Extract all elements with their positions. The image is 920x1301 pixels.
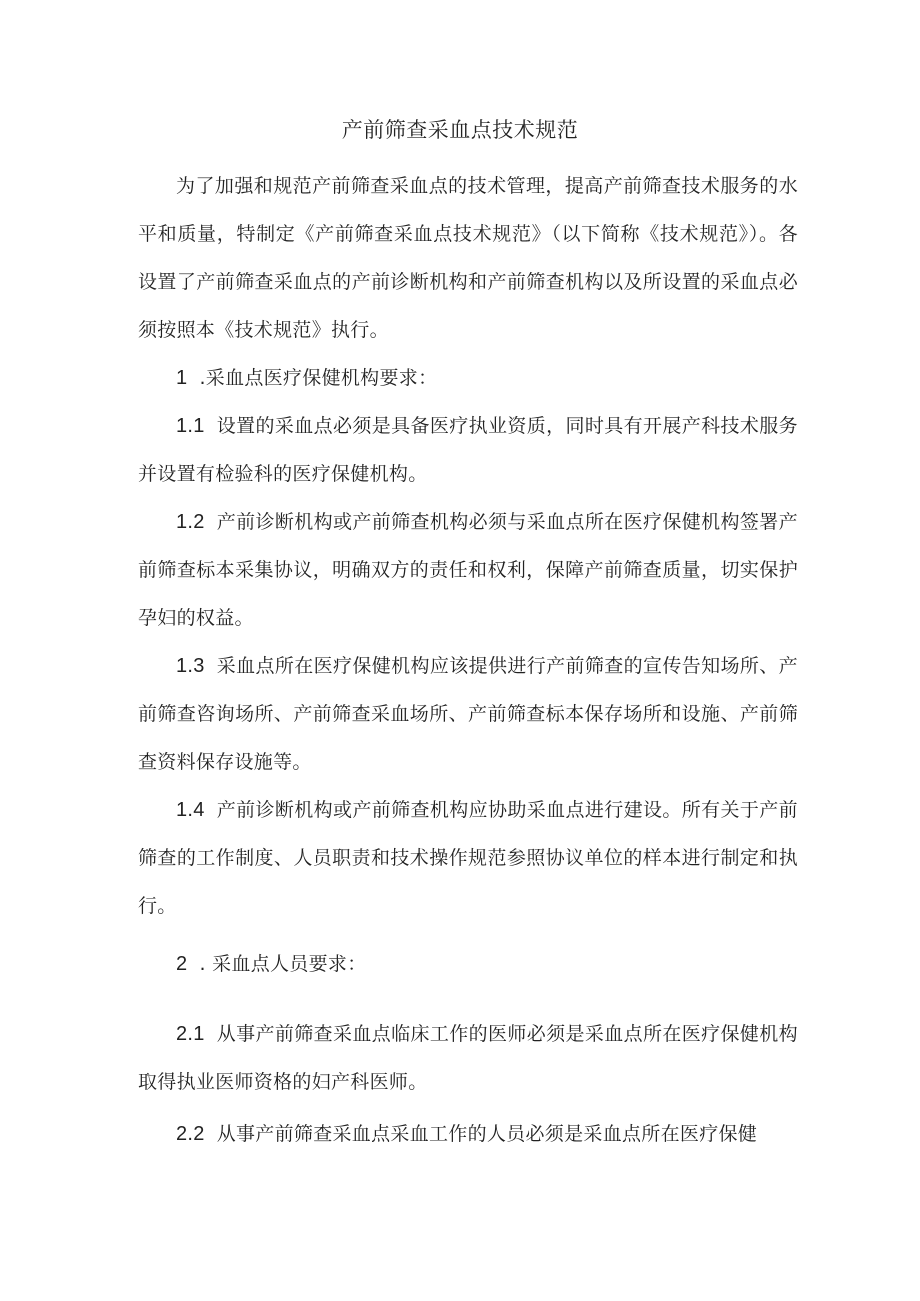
clause-2-2: [138, 1110, 798, 1158]
section-heading-text: . 采血点人员要求：: [199, 953, 367, 975]
clause-1-1: [138, 402, 798, 498]
clause-2-1: [138, 1010, 798, 1106]
section-heading-text: .采血点医疗保健机构要求：: [199, 367, 438, 389]
clause-1-4: [138, 786, 798, 930]
clause-text: 设置的采血点必须是具备医疗执业资质，同时具有开展产科技术服务并设置有检验科的医疗保健机构。: [138, 415, 798, 485]
clause-1-2: [138, 498, 798, 642]
clause-text: 从事产前筛查采血点临床工作的医师必须是采血点所在医疗保健机构取得执业医师资格的妇产科医师。: [138, 1023, 798, 1093]
clause-number: 1.2: [176, 511, 205, 533]
section-number: 1: [176, 367, 188, 389]
section-1-heading: [138, 354, 798, 402]
document-title: 产前筛查采血点技术规范: [341, 118, 579, 142]
clause-text: 产前诊断机构或产前筛查机构必须与采血点所在医疗保健机构签署产前筛查标本采集协议，明确双方的责任和权利，保障产前筛查质量，切实保护孕妇的权益。: [138, 511, 798, 629]
intro-paragraph: 为了加强和规范产前筛查采血点的技术管理，提高产前筛查技术服务的水平和质量，特制定《产前筛查采血点技术规范》（以下简称《技术规范》）。各设置了产前筛查采血点的产前诊断机构和产前筛查机构以及所设置的采血点必须按照本《技术规范》执行。: [138, 175, 798, 341]
section-2-heading: [138, 940, 798, 988]
section-number: 2: [176, 953, 188, 975]
clause-number: 2.1: [176, 1023, 205, 1045]
clause-1-3: [138, 642, 798, 786]
clause-number: 1.1: [176, 415, 205, 437]
clause-number: 2.2: [176, 1123, 205, 1145]
clause-number: 1.3: [176, 655, 205, 677]
clause-text: 产前诊断机构或产前筛查机构应协助采血点进行建设。所有关于产前筛查的工作制度、人员职责和技术操作规范参照协议单位的样本进行制定和执行。: [138, 799, 798, 917]
clause-text: 从事产前筛查采血点采血工作的人员必须是采血点所在医疗保健: [216, 1123, 758, 1145]
clause-number: 1.4: [176, 799, 205, 821]
clause-text: 采血点所在医疗保健机构应该提供进行产前筛查的宣传告知场所、产前筛查咨询场所、产前筛查采血场所、产前筛查标本保存场所和设施、产前筛查资料保存设施等。: [138, 655, 798, 773]
